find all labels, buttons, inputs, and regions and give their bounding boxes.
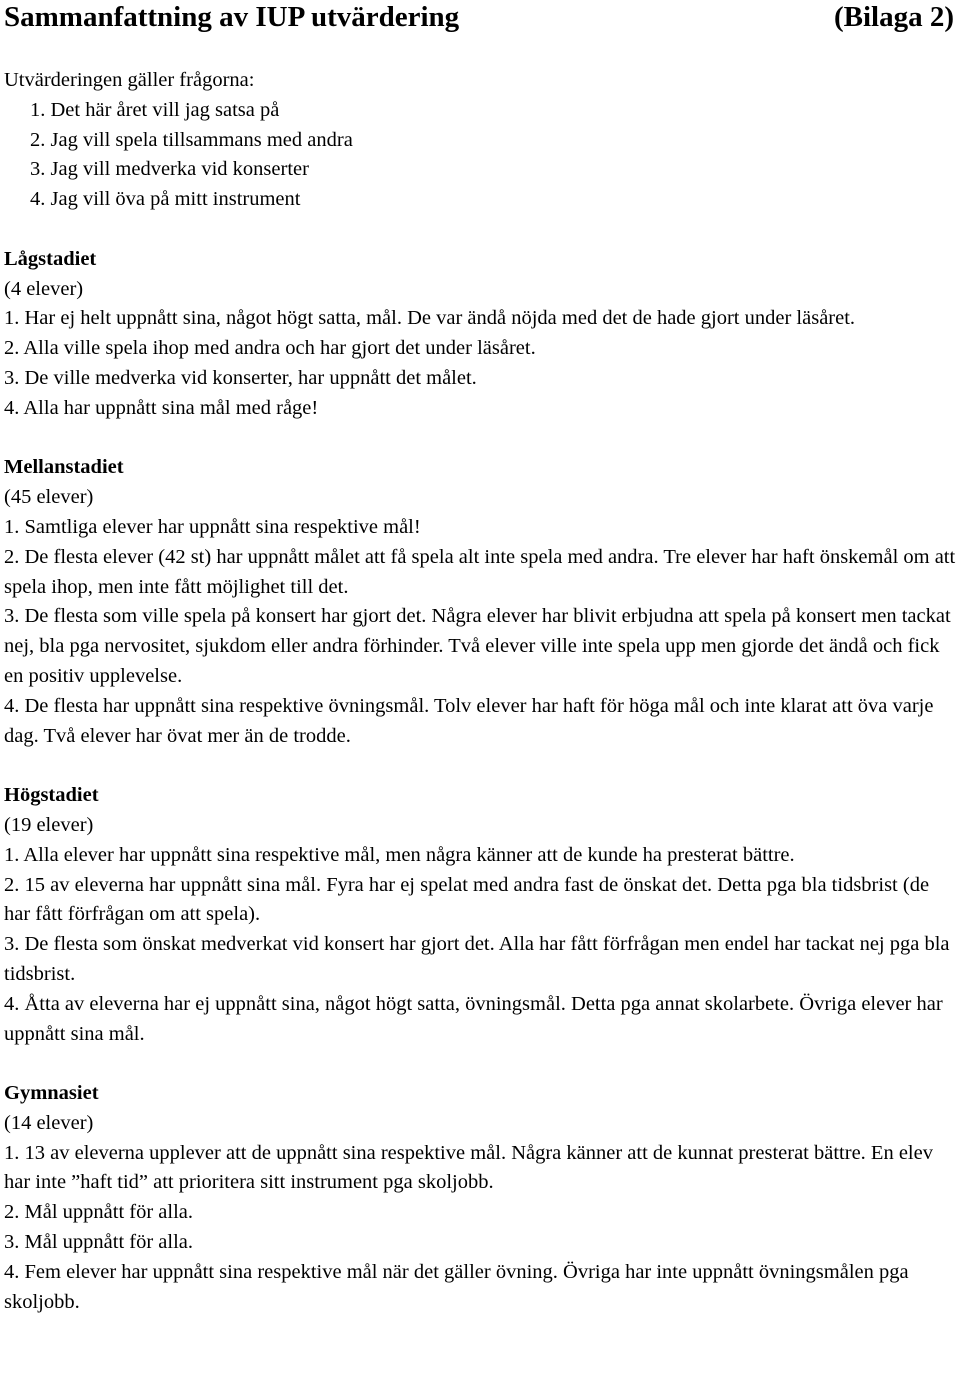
section-mellanstadiet <box>4 453 956 751</box>
question-item: 4. Jag vill öva på mitt instrument <box>30 188 301 211</box>
section-heading: Mellanstadiet <box>4 456 124 479</box>
section-count: (4 elever) <box>4 277 84 300</box>
title-row <box>4 0 956 34</box>
section-answer: 1. 13 av eleverna upplever att de uppnått sina respektive mål. Några känner att de kunnat presterat bättre. En elev har inte ”haft tid” att prioritera sitt instrument pga skoljobb. <box>4 1141 933 1194</box>
section-heading: Högstadiet <box>4 784 99 807</box>
intro-text: Utvärderingen gäller frågorna: <box>4 69 255 91</box>
section-answer: 3. De ville medverka vid konserter, har uppnått det målet. <box>4 366 477 389</box>
document-title: Sammanfattning av IUP utvärdering <box>4 1 460 33</box>
section-answer: 2. De flesta elever (42 st) har uppnått målet att få spela alt inte spela med andra. Tre elever har haft önskemål om att spela ihop, men inte fått möjlighet till det. <box>4 545 956 598</box>
section-gymnasiet <box>4 1079 956 1317</box>
question-item: 3. Jag vill medverka vid konserter <box>30 158 309 181</box>
section-answer: 1. Har ej helt uppnått sina, något högt satta, mål. De var ändå nöjda med det de hade gjort under läsåret. <box>4 307 856 330</box>
section-answer: 4. Fem elever har uppnått sina respektive mål när det gäller övning. Övriga har inte uppnått övningsmålen pga skoljobb. <box>4 1260 909 1313</box>
section-lagstadiet <box>4 245 956 424</box>
section-count: (19 elever) <box>4 813 94 836</box>
section-hogstadiet <box>4 781 956 1049</box>
section-answer: 2. 15 av eleverna har uppnått sina mål. Fyra har ej spelat med andra fast de önskat det. Detta pga bla tidsbrist (de har fått förfrågan om att spela). <box>4 873 930 926</box>
section-answer: 2. Mål uppnått för alla. <box>4 1201 194 1224</box>
section-heading: Lågstadiet <box>4 247 97 270</box>
section-answer: 3. De flesta som önskat medverkat vid konsert har gjort det. Alla har fått förfrågan men endel har tackat nej pga bla tidsbrist. <box>4 933 950 985</box>
intro-block <box>4 66 956 215</box>
question-item: 1. Det här året vill jag satsa på <box>30 98 280 121</box>
section-answer: 1. Samtliga elever har uppnått sina respektive mål! <box>4 515 421 538</box>
section-answer: 4. De flesta har uppnått sina respektive övningsmål. Tolv elever har haft för höga mål och inte klarat att öva varje dag. Två elever har övat mer än de trodde. <box>4 694 934 747</box>
section-answer: 3. De flesta som ville spela på konsert har gjort det. Några elever har blivit erbjudna att spela på konsert men tackat nej, bla pga nervositet, sjukdom eller andra förhinder. Två elever ville inte spela upp men gjorde det ändå och fick en positiv upplevelse. <box>4 605 951 687</box>
section-count: (14 elever) <box>4 1111 94 1134</box>
section-count: (45 elever) <box>4 486 94 509</box>
section-heading: Gymnasiet <box>4 1082 99 1105</box>
question-list <box>4 96 956 215</box>
question-item: 2. Jag vill spela tillsammans med andra <box>30 128 353 151</box>
section-answer: 1. Alla elever har uppnått sina respektive mål, men några känner att de kunde ha presterat bättre. <box>4 843 795 866</box>
section-answer: 4. Alla har uppnått sina mål med råge! <box>4 396 319 419</box>
attachment-label: (Bilaga 2) <box>833 1 954 33</box>
section-answer: 3. Mål uppnått för alla. <box>4 1231 194 1254</box>
section-answer: 2. Alla ville spela ihop med andra och har gjort det under läsåret. <box>4 337 536 360</box>
section-answer: 4. Åtta av eleverna har ej uppnått sina, något högt satta, övningsmål. Detta pga annat skolarbete. Övriga elever har uppnått sina mål. <box>4 992 943 1045</box>
